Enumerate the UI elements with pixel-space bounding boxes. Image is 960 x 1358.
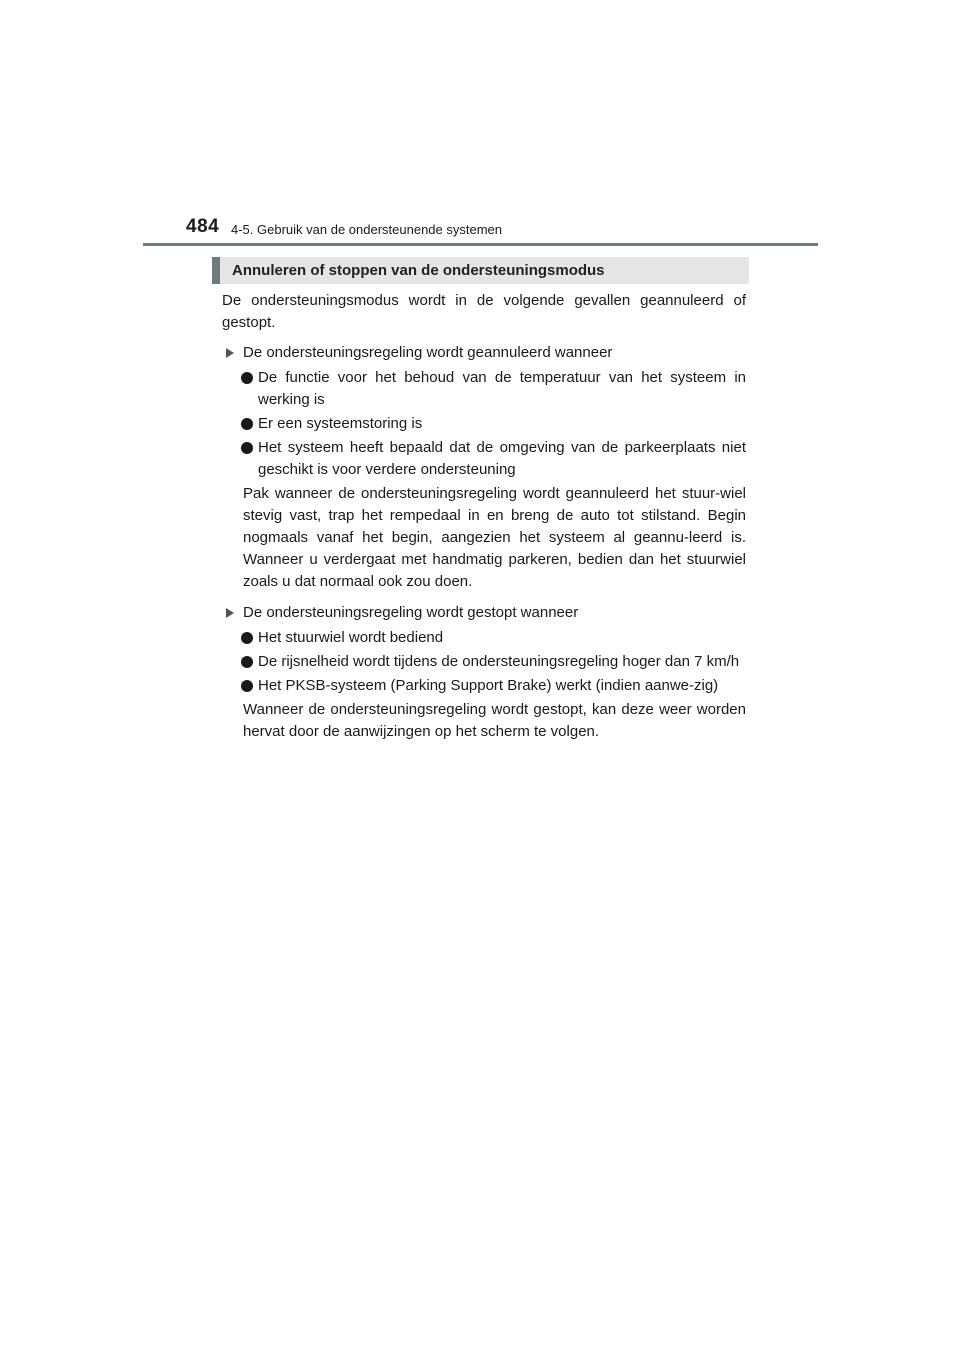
list-item <box>222 413 746 435</box>
group-heading <box>222 342 746 364</box>
list-item-text: De rijsnelheid wordt tijdens de ondersteuningsregeling hoger dan 7 km/h <box>258 653 740 670</box>
section-title-bar <box>212 257 749 284</box>
list-item-text: Het systeem heeft bepaald dat de omgeving van de parkeerplaats niet geschikt is voor verdere ondersteuning <box>258 439 746 478</box>
list-item-text: Het stuurwiel wordt bediend <box>258 629 444 646</box>
triangle-bullet-icon <box>226 348 234 358</box>
list-item <box>222 675 746 697</box>
group-heading <box>222 602 746 624</box>
chapter-header-title: 4-5. Gebruik van de ondersteunende systemen <box>231 222 503 237</box>
group-note: Pak wanneer de ondersteuningsregeling wordt geannuleerd het stuur-wiel stevig vast, trap het rempedaal in en breng de auto tot stilstand. Begin nogmaals vanaf het begin, aangezien het systeem al geannu-leerd is. Wanneer u verdergaat met handmatig parkeren, bedien dan het stuurwiel zoals u dat normaal ook zou doen. <box>243 485 746 590</box>
list-item <box>222 651 746 673</box>
page-number: 484 <box>186 216 220 237</box>
group-cancel <box>222 342 746 593</box>
section-title: Annuleren of stoppen van de ondersteuningsmodus <box>232 262 605 279</box>
list-item-text: Er een systeemstoring is <box>258 415 423 432</box>
round-bullet-icon <box>241 680 253 692</box>
intro-paragraph: De ondersteuningsmodus wordt in de volgende gevallen geannuleerd of gestopt. <box>222 292 746 331</box>
round-bullet-icon <box>241 632 253 644</box>
round-bullet-icon <box>241 656 253 668</box>
list-item-text: Het PKSB-systeem (Parking Support Brake) werkt (indien aanwe-zig) <box>258 677 719 694</box>
round-bullet-icon <box>241 418 253 430</box>
group-note: Wanneer de ondersteuningsregeling wordt gestopt, kan deze weer worden hervat door de aanwijzingen op het scherm te volgen. <box>243 701 746 740</box>
header-rule <box>143 243 818 246</box>
group-heading-text: De ondersteuningsregeling wordt gestopt wanneer <box>243 604 579 621</box>
main-content <box>222 290 746 752</box>
list-item <box>222 437 746 481</box>
group-heading-text: De ondersteuningsregeling wordt geannuleerd wanneer <box>243 344 613 361</box>
triangle-bullet-icon <box>226 608 234 618</box>
group-stop <box>222 602 746 743</box>
round-bullet-icon <box>241 442 253 454</box>
round-bullet-icon <box>241 372 253 384</box>
list-item-text: De functie voor het behoud van de temperatuur van het systeem in werking is <box>258 369 746 408</box>
list-item <box>222 367 746 411</box>
list-item <box>222 627 746 649</box>
